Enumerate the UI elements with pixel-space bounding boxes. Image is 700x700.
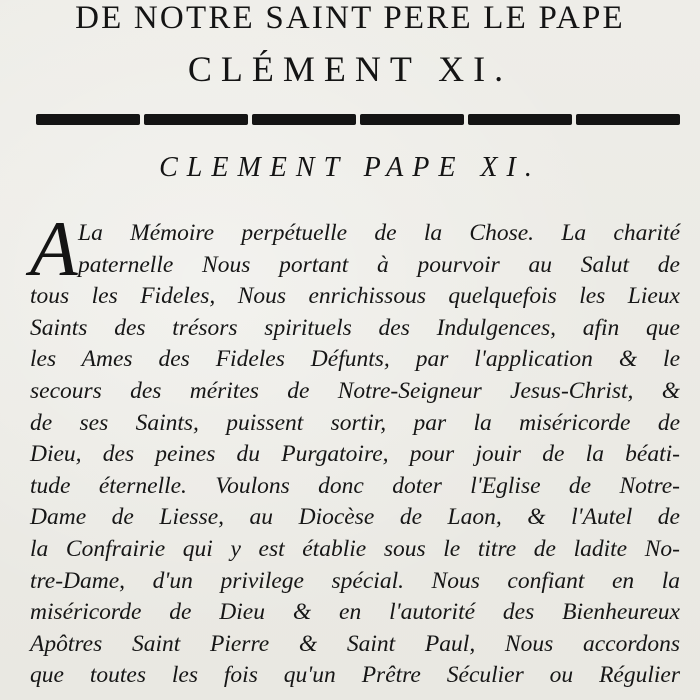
rule-segment [468, 114, 572, 125]
body-text [30, 218, 680, 692]
heading-line-2: CLÉMENT XI. [187, 49, 513, 89]
rule-segment [252, 114, 356, 125]
text-line: Dieu, des peines du Purgatoire, pour jouir de la béati- [30, 441, 680, 468]
drop-cap: A [30, 205, 78, 292]
subheading: CLEMENT PAPE XI. [159, 152, 541, 183]
text-line: tre-Dame, d'un privilege spécial. Nous confiant en la [30, 567, 680, 594]
text-line: miséricorde de Dieu & en l'autorité des Bienheureux [30, 599, 680, 626]
text-line: de ses Saints, puissent sortir, par la miséricorde de [30, 409, 680, 436]
ornamental-rule [36, 113, 680, 126]
text-line: Dame de Liesse, au Diocèse de Laon, & l'Autel de [30, 504, 680, 531]
heading-line-1: DE NOTRE SAINT PERE LE PAPE [75, 0, 625, 36]
text-line: les Ames des Fideles Défunts, par l'application & le [30, 346, 680, 373]
rule-segment [144, 114, 248, 125]
text-line: tous les Fideles, Nous enrichissous quelquefois les Lieux [30, 283, 680, 310]
rule-segment [360, 114, 464, 125]
text-line: tude éternelle. Voulons donc doter l'Eglise de Notre- [30, 472, 680, 499]
text-line: Apôtres Saint Pierre & Saint Paul, Nous accordons [30, 630, 680, 657]
text-line: secours des mérites de Notre-Seigneur Jesus-Christ, & [30, 377, 680, 404]
text-line: la Confrairie qui y est établie sous le titre de ladite No- [30, 535, 680, 562]
text-line: La Mémoire perpétuelle de la Chose. La charité [78, 220, 680, 246]
text-line: Saints des trésors spirituels des Indulgences, afin que [30, 314, 680, 341]
rule-segment [576, 114, 680, 125]
text-line: paternelle Nous portant à pourvoir au Salut de [78, 251, 680, 278]
rule-segment [36, 114, 140, 125]
text-line: que toutes les fois qu'un Prêtre Séculier ou Régulier [30, 662, 680, 689]
